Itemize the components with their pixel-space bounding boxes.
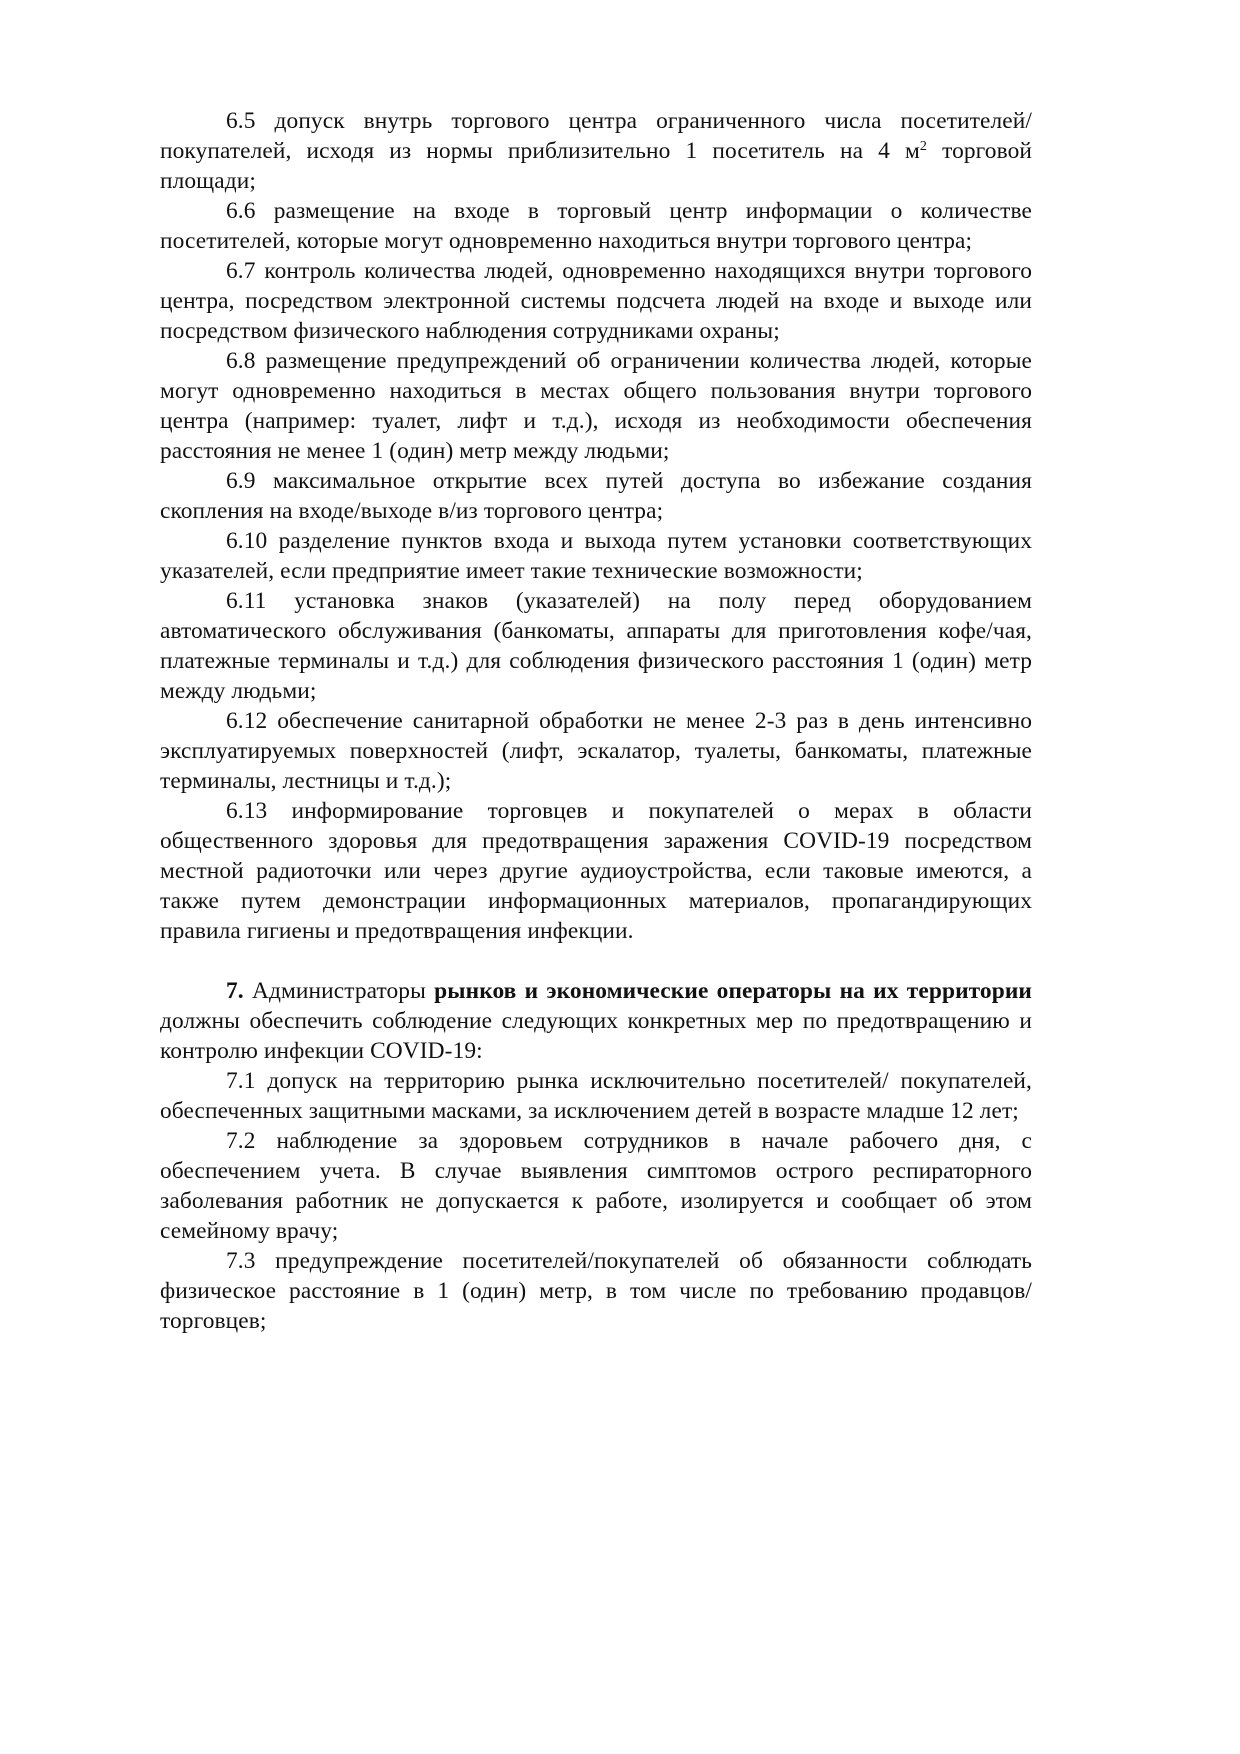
paragraph-6-7 [160, 256, 1032, 346]
item-number: 6.7 [226, 258, 256, 284]
paragraph-text: допуск внутрь торгового центра ограниченного числа посетителей/ покупателей, исходя из нормы приблизительно 1 посетитель на 4 м [160, 108, 1032, 164]
paragraph-text: разделение пунктов входа и выхода путем установки соответствующих указателей, если предприятие имеет такие технические возможности; [160, 528, 1032, 584]
section-gap [160, 946, 1032, 976]
bold-emphasis: рынков и экономические операторы на их территории [434, 978, 1032, 1004]
paragraph-6-10 [160, 526, 1032, 586]
paragraph-text: размещение на входе в торговый центр информации о количестве посетителей, которые могут одновременно находиться внутри торгового центра; [160, 198, 1032, 254]
paragraph-6-9 [160, 466, 1032, 526]
paragraph-7-2 [160, 1126, 1032, 1246]
paragraph-text: торговой площади; [160, 138, 1032, 194]
paragraph-text: контроль количества людей, одновременно находящихся внутри торгового центра, посредством электронной системы подсчета людей на входе и выходе или посредством физического наблюдения сотрудниками охраны; [160, 258, 1032, 344]
paragraph-text: должны обеспечить соблюдение следующих конкретных мер по предотвращению и контролю инфекции COVID-19: [160, 1008, 1032, 1064]
paragraph-6-13 [160, 796, 1032, 946]
document-page [160, 106, 1032, 1336]
item-number: 7.1 [226, 1068, 256, 1094]
item-number: 6.13 [226, 798, 268, 824]
paragraph-7-1 [160, 1066, 1032, 1126]
paragraph-text: наблюдение за здоровьем сотрудников в начале рабочего дня, с обеспечением учета. В случае выявления симптомов острого респираторного заболевания работник не допускается к работе, изолируется и сообщает об этом семейному врачу; [160, 1128, 1032, 1244]
paragraph-7-3 [160, 1246, 1032, 1336]
paragraph-6-6 [160, 196, 1032, 256]
paragraph-6-12 [160, 706, 1032, 796]
item-number: 6.12 [226, 708, 268, 734]
superscript: 2 [919, 139, 928, 154]
paragraph-text: размещение предупреждений об ограничении количества людей, которые могут одновременно находиться в местах общего пользования внутри торгового центра (например: туалет, лифт и т.д.), исходя из необходимости обеспечения расстояния не менее 1 (один) метр между людьми; [160, 348, 1032, 464]
item-number: 6.5 [226, 108, 256, 134]
paragraph-text: обеспечение санитарной обработки не менее 2-3 раз в день интенсивно эксплуатируемых поверхностей (лифт, эскалатор, туалеты, банкоматы, платежные терминалы, лестницы и т.д.); [160, 708, 1032, 794]
section-number: 7. [226, 978, 244, 1004]
item-number: 7.3 [226, 1248, 256, 1274]
paragraph-text: установка знаков (указателей) на полу перед оборудованием автоматического обслуживания (банкоматы, аппараты для приготовления кофе/чая, платежные терминалы и т.д.) для соблюдения физического расстояния 1 (один) метр между людьми; [160, 588, 1032, 704]
item-number: 6.11 [226, 588, 267, 614]
paragraph-6-5 [160, 106, 1032, 196]
item-number: 6.6 [226, 198, 256, 224]
paragraph-6-8 [160, 346, 1032, 466]
paragraph-text: информирование торговцев и покупателей о мерах в области общественного здоровья для предотвращения заражения COVID-19 посредством местной радиоточки или через другие аудиоустройства, если таковые имеются, а также путем демонстрации информационных материалов, пропагандирующих правила гигиены и предотвращения инфекции. [160, 798, 1032, 944]
paragraph-6-11 [160, 586, 1032, 706]
item-number: 6.8 [226, 348, 256, 374]
section-7-heading [160, 976, 1032, 1066]
paragraph-text: предупреждение посетителей/покупателей об обязанности соблюдать физическое расстояние в 1 (один) метр, в том числе по требованию продавцов/ торговцев; [160, 1248, 1032, 1334]
item-number: 7.2 [226, 1128, 256, 1154]
item-number: 6.10 [226, 528, 268, 554]
paragraph-text: Администраторы [243, 978, 435, 1004]
paragraph-text: допуск на территорию рынка исключительно посетителей/ покупателей, обеспеченных защитными масками, за исключением детей в возрасте младше 12 лет; [160, 1068, 1032, 1124]
item-number: 6.9 [226, 468, 256, 494]
paragraph-text: максимальное открытие всех путей доступа во избежание создания скопления на входе/выходе в/из торгового центра; [160, 468, 1032, 524]
